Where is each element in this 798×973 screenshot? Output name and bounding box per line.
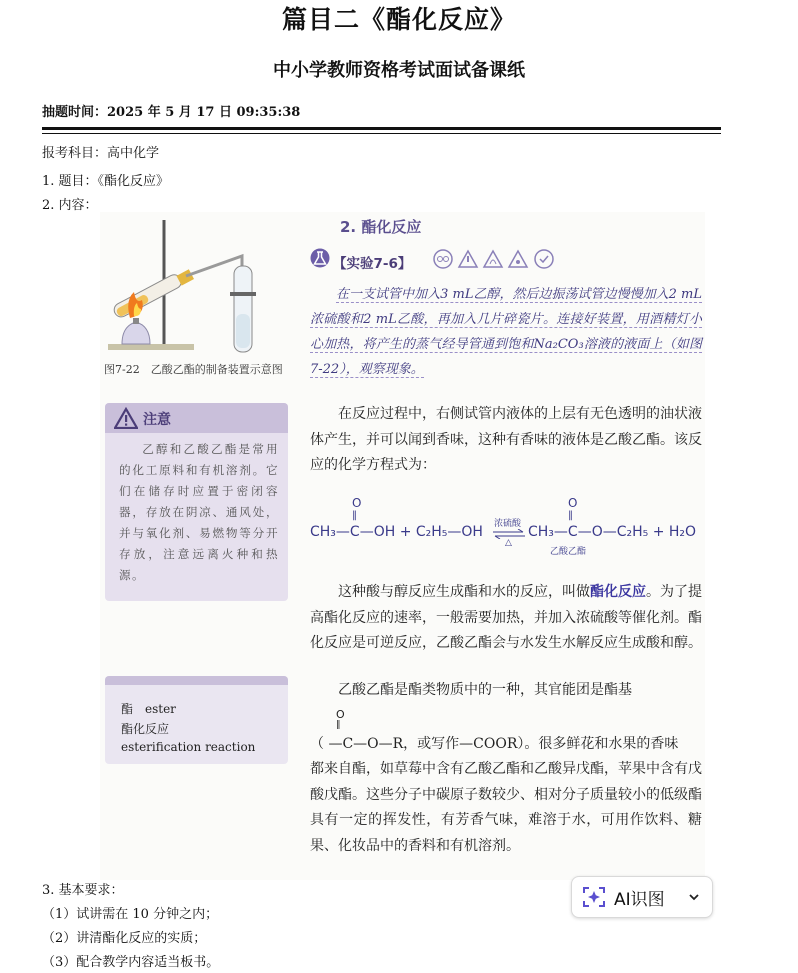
divider-thin [42, 133, 721, 134]
paragraph-fruit-esters: 都来自酯，如草莓中含有乙酸乙酯和乙酸异戊酯，苹果中含有戊酸戊酯。这些分子中碳原子数较少、相对分子质量较小的低级酯具有一定的挥发性，有芳香气味，难溶于水，可用作饮料、糖果、化妆品中的香料和有机溶剂。 [310, 761, 702, 854]
note-box [105, 403, 288, 601]
requirement-item: （1）试讲需在 10 分钟之内； [42, 907, 219, 922]
exam-topic: 1. 题目：《酯化反应》 [42, 174, 170, 189]
vocab-item: 酯 ester [121, 702, 176, 716]
ai-button-label: AI识图 [614, 890, 665, 910]
vocab-item: esterification reaction [121, 740, 256, 754]
divider-thick [42, 127, 721, 130]
note-title: 注意 [143, 412, 171, 428]
apparatus-illustration [102, 216, 292, 361]
textbook-excerpt-image [100, 212, 705, 880]
keyword-esterification: 酯化反应 [590, 584, 646, 600]
warning-icon [114, 407, 138, 429]
requirement-item: （3）配合教学内容适当板书。 [42, 955, 220, 970]
para2-after: 。为了提高酯化反应的速率，一般需要加热，并加入浓硫酸等催化剂。酯化反应是可逆反应，乙酸乙酯会与水发生水解反应生成酸和醇。 [310, 584, 702, 651]
ester-oxygen: O [336, 708, 345, 721]
ester-formula-line: （ —C—O—R，或写作—COOR）。很多鲜花和水果的香味 [310, 736, 679, 752]
content-label: 2. 内容： [42, 198, 98, 213]
vocab-item: 酯化反应 [121, 722, 170, 736]
figure-caption: 图7-22 乙酸乙酯的制备装置示意图 [104, 363, 283, 376]
exam-subject: 报考科目：高中化学 [42, 146, 160, 161]
para2-before: 这种酸与醇反应生成酯和水的反应，叫做 [338, 584, 590, 600]
section-title: 2. 酯化反应 [340, 218, 422, 236]
paragraph-esterification [310, 580, 702, 657]
page-subtitle: 中小学教师资格考试面试备课纸 [273, 60, 525, 81]
equation-oxygen-2: O [568, 496, 578, 510]
sparkle-scan-icon [582, 886, 606, 908]
equation-condition-bottom: △ [505, 538, 512, 548]
paragraph-ester-group: 乙酸乙酯是酯类物质中的一种，其官能团是酯基 [338, 682, 632, 698]
draw-time: 抽题时间：2025 年 5 月 17 日 09:35:38 [42, 105, 301, 120]
ester-double-bond: ‖ [336, 720, 341, 730]
equation-oxygen-1: O [352, 496, 362, 510]
equation-double-bond-1: ‖ [352, 510, 357, 521]
experiment-icon [310, 248, 330, 268]
safety-icons [432, 248, 562, 270]
requirement-item: （2）讲清酯化反应的实质； [42, 931, 207, 946]
experiment-text-content: 在一支试管中加入3 mL乙醇，然后边振荡试管边慢慢加入2 mL浓硫酸和2 mL乙酸，再加入几片碎瓷片。连接好装置，用酒精灯小心加热，将产生的蒸气经导管通到饱和Na₂CO₃溶液的液面上（如图7-22），观察现象。 [310, 287, 702, 377]
experiment-text [310, 282, 702, 382]
equation-product-name: 乙酸乙酯 [550, 547, 587, 557]
paragraph-reaction-process: 在反应过程中，右侧试管内液体的上层有无色透明的油状液体产生，并可以闻到香味，这种有香味的液体是乙酸乙酯。该反应的化学方程式为： [310, 406, 702, 473]
equation-condition-top: 浓硫酸 [494, 519, 522, 529]
equation-products: CH₃—C—O—C₂H₅ + H₂O [528, 524, 697, 540]
requirements-heading: 3. 基本要求： [42, 883, 124, 898]
note-text: 乙醇和乙酸乙酯是常用的化工原料和有机溶剂。它们在储存时应置于密闭容器，存放在阴凉、通风处，并与氧化剂、易燃物等分开存放，注意远离火种和热源。 [119, 442, 279, 582]
experiment-label: 【实验7-6】 [333, 256, 412, 272]
vocabulary-header [105, 676, 288, 685]
ai-image-recognition-button[interactable] [571, 876, 713, 918]
page-title: 篇目二《酯化反应》 [281, 5, 516, 34]
equation-reactants: CH₃—C—OH + C₂H₅—OH [310, 524, 483, 540]
vocabulary-box [105, 676, 288, 764]
equation-double-bond-2: ‖ [568, 510, 573, 521]
chevron-down-icon [688, 892, 700, 902]
